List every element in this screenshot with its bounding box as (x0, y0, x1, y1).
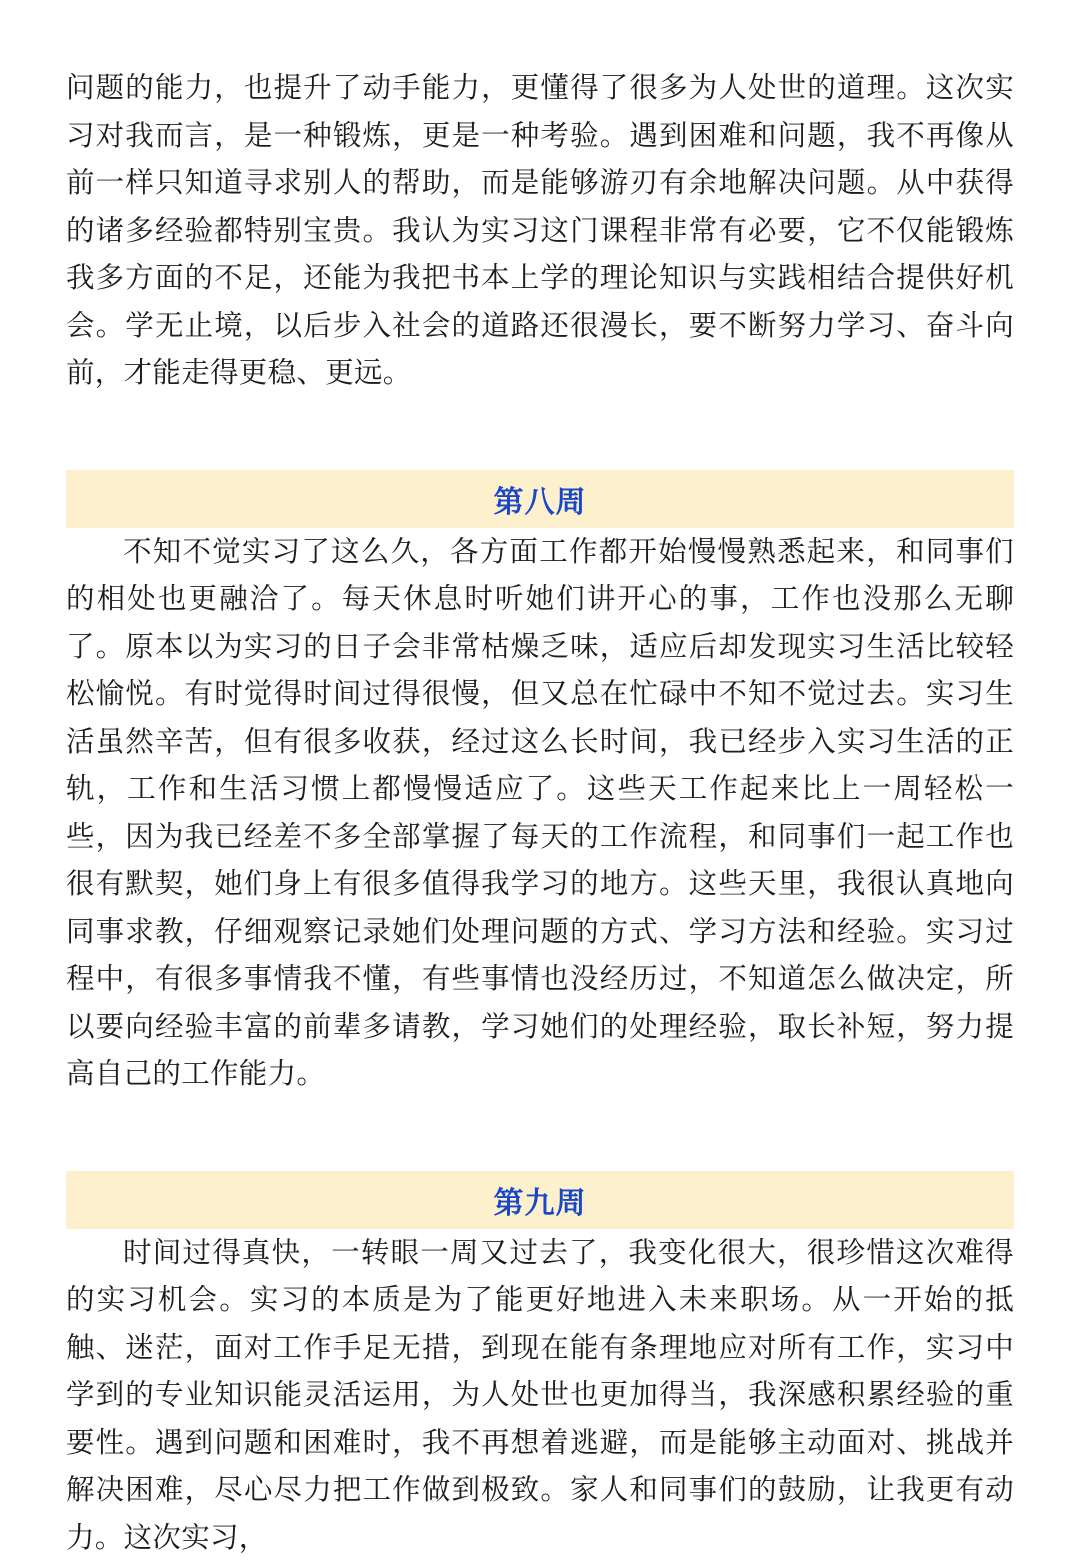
section-header-week9 (66, 1171, 1014, 1229)
section-title-week9: 第九周 (494, 1178, 587, 1222)
spacer (66, 397, 1014, 470)
paragraph-week7-conclusion: 问题的能力，也提升了动手能力，更懂得了很多为人处世的道理。这次实习对我而言，是一种锻炼，更是一种考验。遇到困难和问题，我不再像从前一样只知道寻求别人的帮助，而是能够游刃有余地解决问题。从中获得的诸多经验都特别宝贵。我认为实习这门课程非常有必要，它不仅能锻炼我多方面的不足，还能为我把书本上学的理论知识与实践相结合提供好机会。学无止境，以后步入社会的道路还很漫长，要不断努力学习、奋斗向前，才能走得更稳、更远。 (66, 64, 1014, 397)
paragraph-week9: 时间过得真快，一转眼一周又过去了，我变化很大，很珍惜这次难得的实习机会。实习的本质是为了能更好地进入未来职场。从一开始的抵触、迷茫，面对工作手足无措，到现在能有条理地应对所有工作，实习中学到的专业知识能灵活运用，为人处世也更加得当，我深感积累经验的重要性。遇到问题和困难时，我不再想着逃避，而是能够主动面对、挑战并解决困难，尽心尽力把工作做到极致。家人和同事们的鼓励，让我更有动力。这次实习， (66, 1229, 1014, 1561)
section-header-week8 (66, 470, 1014, 528)
section-title-week8: 第八周 (494, 477, 587, 521)
spacer (66, 1098, 1014, 1171)
paragraph-week8: 不知不觉实习了这么久，各方面工作都开始慢慢熟悉起来，和同事们的相处也更融洽了。每天休息时听她们讲开心的事，工作也没那么无聊了。原本以为实习的日子会非常枯燥乏味，适应后却发现实习生活比较轻松愉悦。有时觉得时间过得很慢，但又总在忙碌中不知不觉过去。实习生活虽然辛苦，但有很多收获，经过这么长时间，我已经步入实习生活的正轨，工作和生活习惯上都慢慢适应了。这些天工作起来比上一周轻松一些，因为我已经差不多全部掌握了每天的工作流程，和同事们一起工作也很有默契，她们身上有很多值得我学习的地方。这些天里，我很认真地向同事求教，仔细观察记录她们处理问题的方式、学习方法和经验。实习过程中，有很多事情我不懂，有些事情也没经历过，不知道怎么做决定，所以要向经验丰富的前辈多请教，学习她们的处理经验，取长补短，努力提高自己的工作能力。 (66, 528, 1014, 1098)
document-page (66, 64, 1014, 1561)
